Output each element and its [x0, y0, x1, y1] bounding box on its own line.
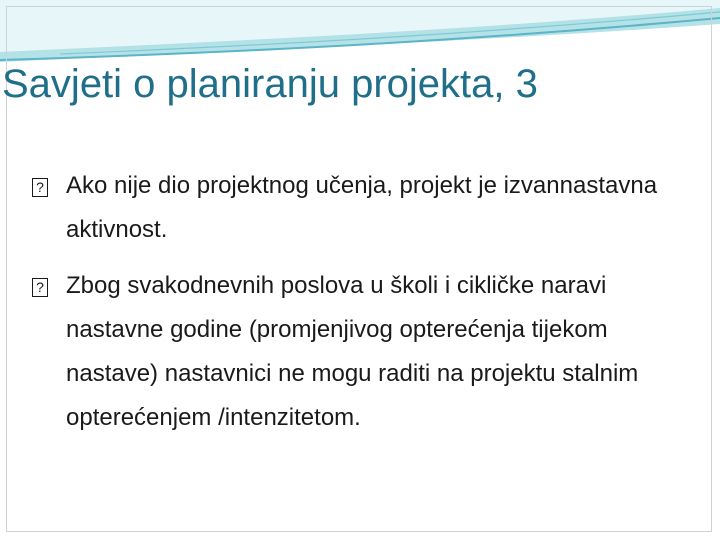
bullet-text: Ako nije dio projektnog učenja, projekt je izvannastavna aktivnost. — [66, 172, 658, 243]
bullet-item — [32, 264, 702, 440]
missing-glyph-bullet-icon — [32, 178, 48, 197]
slide-body — [32, 164, 702, 452]
bullet-item — [32, 164, 702, 252]
slide-title: Savjeti o planiranju projekta, 3 — [2, 62, 538, 106]
missing-glyph-bullet-icon — [32, 278, 48, 297]
bullet-text: Zbog svakodnevnih poslova u školi i cikličke naravi nastavne godine (promjenjivog opterećenja tijekom nastave) nastavnici ne mogu raditi na projektu stalnim opterećenjem /intenzitetom. — [66, 272, 639, 431]
